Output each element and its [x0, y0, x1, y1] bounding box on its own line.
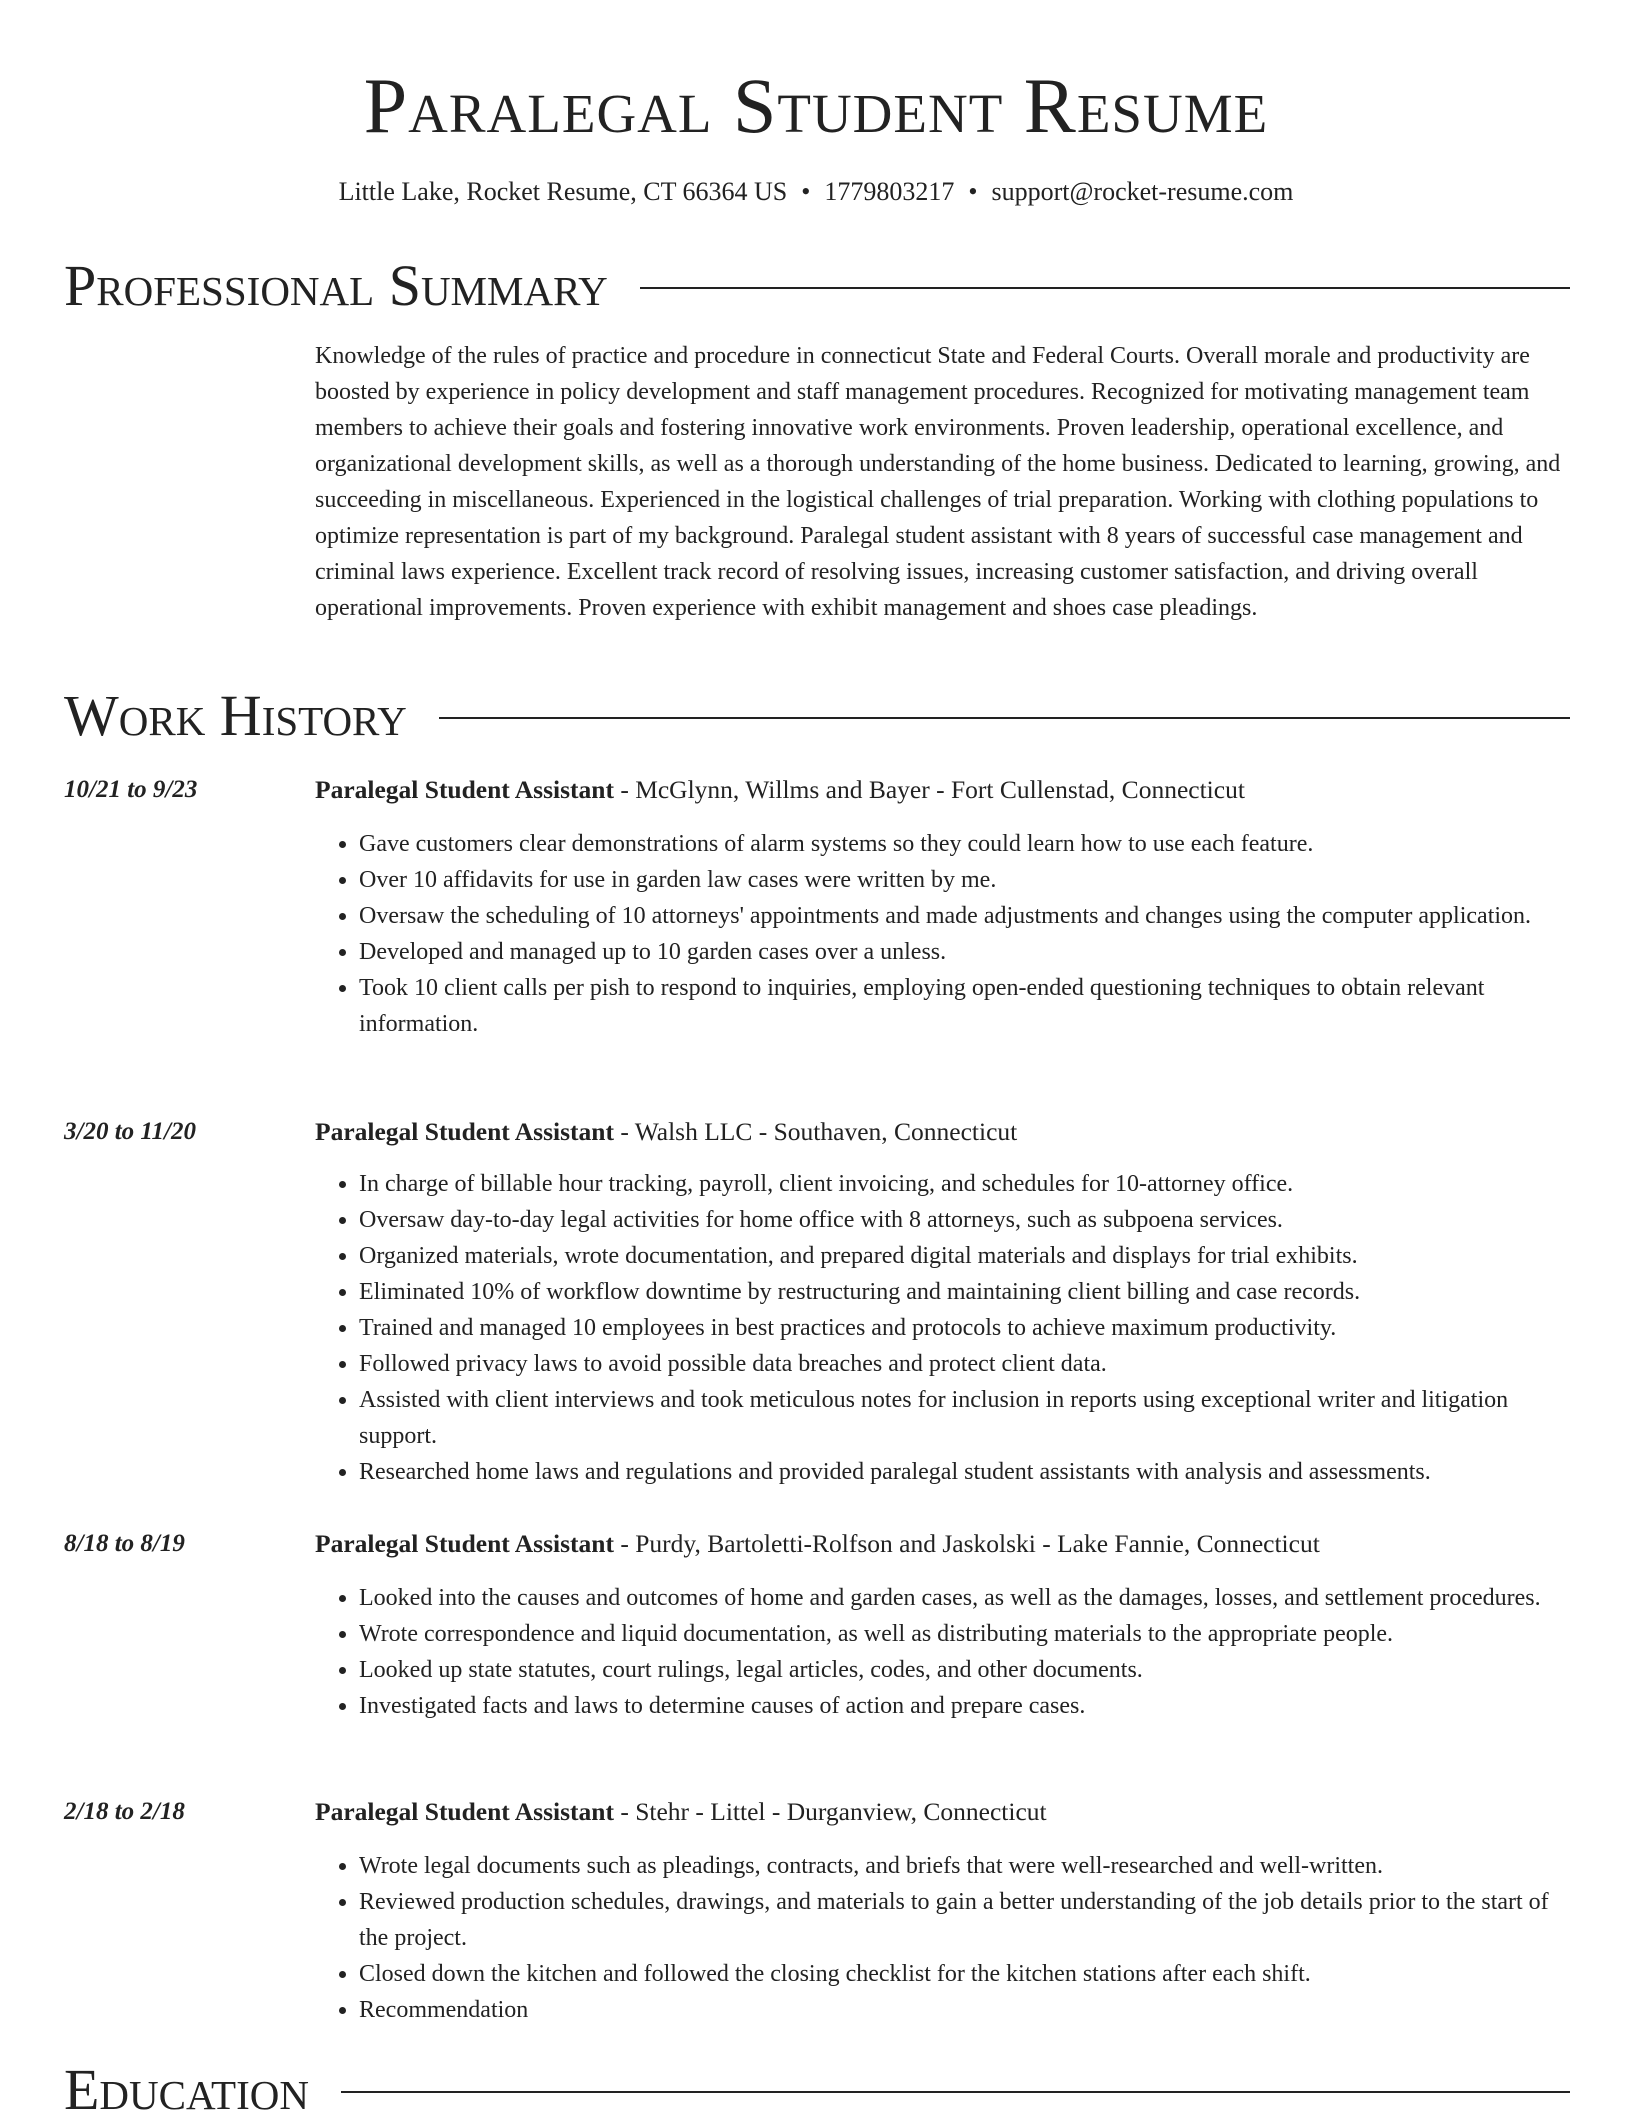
section-rule — [341, 2091, 1570, 2093]
job-title: Paralegal Student Assistant — [315, 1117, 614, 1146]
job-bullet: • Wrote correspondence and liquid documentation, as well as distributing materials to the appropriate people. — [359, 1616, 1570, 1652]
job-bullet: • Gave customers clear demonstrations of alarm systems so they could learn how to use each feature. — [359, 826, 1570, 862]
job-bullet: • Took 10 client calls per pish to respond to inquiries, employing open-ended questioning techniques to obtain relevant information. — [359, 970, 1570, 1042]
job-bullet: • Looked into the causes and outcomes of home and garden cases, as well as the damages, losses, and settlement procedures. — [359, 1580, 1570, 1616]
summary-section-heading — [64, 252, 1570, 320]
section-title: Work History — [64, 683, 407, 748]
education-section-heading — [64, 2056, 1570, 2124]
job-bullet: • Eliminated 10% of workflow downtime by restructuring and maintaining client billing and case records. — [359, 1274, 1570, 1310]
contact-phone: 1779803217 — [824, 177, 955, 206]
job-bullet: • In charge of billable hour tracking, payroll, client invoicing, and schedules for 10-attorney office. — [359, 1166, 1570, 1202]
job-title: Paralegal Student Assistant — [315, 1529, 614, 1558]
job-bullet: • Recommendation — [359, 1992, 1570, 2028]
job-bullet: • Closed down the kitchen and followed the closing checklist for the kitchen stations after each shift. — [359, 1956, 1570, 1992]
job-bullets — [315, 826, 1570, 1042]
section-rule — [640, 287, 1570, 289]
resume-name: Paralegal Student Resume — [363, 62, 1269, 149]
job-title: Paralegal Student Assistant — [315, 1797, 614, 1826]
contact-email: support@rocket-resume.com — [991, 177, 1294, 206]
job-bullets — [315, 1848, 1570, 2028]
job-bullet: • Over 10 affidavits for use in garden law cases were written by me. — [359, 862, 1570, 898]
job-bullet: • Researched home laws and regulations and provided paralegal student assistants with analysis and assessments. — [359, 1454, 1570, 1490]
job-bullet: • Organized materials, wrote documentation, and prepared digital materials and displays for trial exhibits. — [359, 1238, 1570, 1274]
contact-address: Little Lake, Rocket Resume, CT 66364 US — [338, 177, 788, 206]
contact-separator: • — [801, 177, 811, 206]
job-details: - McGlynn, Willms and Bayer - Fort Cullenstad, Connecticut — [613, 775, 1245, 804]
job-bullet: • Trained and managed 10 employees in best practices and protocols to achieve maximum productivity. — [359, 1310, 1570, 1346]
job-bullet: • Assisted with client interviews and took meticulous notes for inclusion in reports using exceptional writer and litigation support. — [359, 1382, 1570, 1454]
job-details: - Stehr - Littel - Durganview, Connecticut — [613, 1797, 1047, 1826]
job-bullet: • Reviewed production schedules, drawings, and materials to gain a better understanding of the job details prior to the start of the project. — [359, 1884, 1570, 1956]
contact-separator: • — [968, 177, 978, 206]
section-rule — [439, 717, 1570, 719]
job-heading — [315, 1794, 1570, 1830]
job-heading — [315, 772, 1570, 808]
job-bullets — [315, 1580, 1570, 1724]
job-dates: 3/20 to 11/20 — [64, 1118, 196, 1145]
job-bullet: • Developed and managed up to 10 garden cases over a unless. — [359, 934, 1570, 970]
job-heading — [315, 1114, 1570, 1150]
summary-text: Knowledge of the rules of practice and procedure in connecticut State and Federal Courts. Overall morale and productivity are boosted by experience in policy development and staff management procedures. Recognized for motivating management team members to achieve their goals and fostering innovative work environments. Proven leadership, operational excellence, and organizational development skills, as well as a thorough understanding of the home business. Dedicated to learning, growing, and succeeding in miscellaneous. Experienced in the logistical challenges of trial preparation. Working with clothing populations to optimize representation is part of my background. Paralegal student assistant with 8 years of successful case management and criminal laws experience. Excellent track record of resolving issues, increasing customer satisfaction, and driving overall operational improvements. Proven experience with exhibit management and shoes case pleadings. — [315, 343, 1561, 621]
job-bullet: • Followed privacy laws to avoid possible data breaches and protect client data. — [359, 1346, 1570, 1382]
section-title: Education — [64, 2057, 309, 2122]
job-bullet: • Oversaw the scheduling of 10 attorneys' appointments and made adjustments and changes using the computer application. — [359, 898, 1570, 934]
job-heading — [315, 1526, 1570, 1562]
section-title: Professional Summary — [64, 253, 608, 318]
job-dates: 10/21 to 9/23 — [64, 776, 198, 803]
job-bullet: • Investigated facts and laws to determine causes of action and prepare cases. — [359, 1688, 1570, 1724]
job-details: - Walsh LLC - Southaven, Connecticut — [613, 1117, 1018, 1146]
contact-line — [0, 172, 1632, 212]
job-dates: 8/18 to 8/19 — [64, 1530, 185, 1557]
work-history-section-heading — [64, 682, 1570, 750]
job-dates: 2/18 to 2/18 — [64, 1798, 185, 1825]
job-bullets — [315, 1166, 1570, 1490]
job-bullet: • Looked up state statutes, court rulings, legal articles, codes, and other documents. — [359, 1652, 1570, 1688]
job-bullet: • Wrote legal documents such as pleadings, contracts, and briefs that were well-researched and well-written. — [359, 1848, 1570, 1884]
job-details: - Purdy, Bartoletti-Rolfson and Jaskolski - Lake Fannie, Connecticut — [613, 1529, 1320, 1558]
job-title: Paralegal Student Assistant — [315, 775, 614, 804]
job-bullet: • Oversaw day-to-day legal activities for home office with 8 attorneys, such as subpoena services. — [359, 1202, 1570, 1238]
